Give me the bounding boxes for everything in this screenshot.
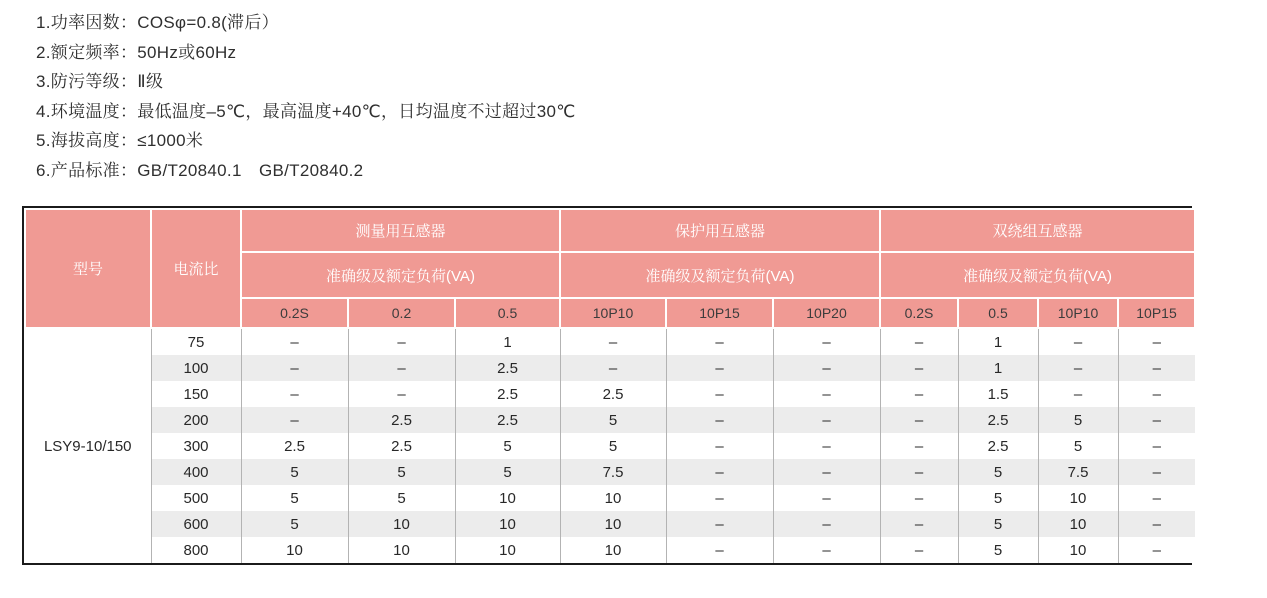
value-cell: – [880,407,958,433]
table-row [25,485,1195,511]
value-cell: – [666,459,773,485]
value-cell: 5 [560,407,666,433]
value-cell: – [666,485,773,511]
value-cell: 2.5 [348,407,455,433]
spec-item-pollution-class: 3.防污等级：Ⅱ级 [36,72,164,92]
value-cell: – [348,355,455,381]
value-cell: – [666,511,773,537]
value-cell: 5 [348,459,455,485]
value-cell: 10 [241,537,348,563]
accuracy-class-header: 0.5 [958,298,1038,328]
value-cell: – [666,328,773,355]
value-cell: – [880,511,958,537]
value-cell: – [1118,433,1195,459]
table-row [25,459,1195,485]
group-header-1: 保护用互感器 [560,209,880,252]
value-cell: 5 [241,459,348,485]
value-cell: 10 [560,485,666,511]
value-cell: – [241,407,348,433]
spec-item-rated-frequency: 2.额定频率：50Hz或60Hz [36,42,237,62]
value-cell: – [880,328,958,355]
value-cell: 10 [1038,511,1118,537]
current-ratio-cell: 150 [151,381,241,407]
value-cell: 2.5 [348,433,455,459]
col-header-model: 型号 [25,209,151,328]
value-cell: 10 [560,537,666,563]
value-cell: – [348,328,455,355]
value-cell: – [241,381,348,407]
group-header-2: 双绕组互感器 [880,209,1195,252]
value-cell: 1 [958,355,1038,381]
value-cell: – [880,355,958,381]
value-cell: – [1118,459,1195,485]
value-cell: – [880,381,958,407]
value-cell: 5 [958,537,1038,563]
value-cell: 10 [1038,537,1118,563]
value-cell: – [560,328,666,355]
value-cell: 10 [348,511,455,537]
value-cell: – [666,355,773,381]
accuracy-class-header: 10P10 [560,298,666,328]
value-cell: 5 [455,433,560,459]
value-cell: – [773,433,880,459]
current-ratio-cell: 600 [151,511,241,537]
value-cell: 2.5 [455,407,560,433]
value-cell: 10 [455,485,560,511]
value-cell: 10 [560,511,666,537]
value-cell: – [1118,485,1195,511]
col-header-current-ratio: 电流比 [151,209,241,328]
value-cell: 5 [958,459,1038,485]
value-cell: 10 [348,537,455,563]
value-cell: 2.5 [241,433,348,459]
value-cell: 2.5 [560,381,666,407]
table-row [25,328,1195,355]
current-ratio-cell: 100 [151,355,241,381]
value-cell: – [1038,328,1118,355]
spec-list [36,8,576,186]
spec-item-power-factor: 1.功率因数：COSφ=0.8(滞后） [36,13,279,32]
value-cell: – [773,511,880,537]
current-ratio-cell: 200 [151,407,241,433]
ratings-table-wrap [22,206,1192,565]
accuracy-class-header: 10P15 [666,298,773,328]
value-cell: 7.5 [560,459,666,485]
group-subheader-2: 准确级及额定负荷(VA) [880,252,1195,298]
group-subheader-1: 准确级及额定负荷(VA) [560,252,880,298]
value-cell: – [560,355,666,381]
value-cell: – [880,485,958,511]
current-ratio-cell: 300 [151,433,241,459]
table-body [25,328,1195,563]
value-cell: 5 [560,433,666,459]
model-cell: LSY9-10/150 [25,328,151,563]
group-subheader-0: 准确级及额定负荷(VA) [241,252,560,298]
spec-item-altitude: 5.海拔高度：≤1000米 [36,131,204,151]
table-row [25,511,1195,537]
value-cell: – [773,485,880,511]
value-cell: – [666,433,773,459]
current-ratio-cell: 500 [151,485,241,511]
value-cell: – [241,355,348,381]
value-cell: 10 [1038,485,1118,511]
value-cell: 1 [958,328,1038,355]
spec-item-ambient-temperature: 4.环境温度：最低温度–5℃，最高温度+40℃，日均温度不过超过30℃ [36,101,576,121]
value-cell: – [1038,381,1118,407]
value-cell: – [666,407,773,433]
value-cell: – [1038,355,1118,381]
value-cell: – [773,381,880,407]
table-row [25,537,1195,563]
value-cell: 1.5 [958,381,1038,407]
table-row [25,433,1195,459]
value-cell: – [1118,328,1195,355]
value-cell: 10 [455,537,560,563]
value-cell: – [1118,511,1195,537]
current-ratio-cell: 800 [151,537,241,563]
value-cell: 5 [241,485,348,511]
value-cell: 5 [348,485,455,511]
value-cell: – [1118,407,1195,433]
accuracy-class-header: 10P10 [1038,298,1118,328]
accuracy-class-header: 10P20 [773,298,880,328]
value-cell: – [773,459,880,485]
accuracy-class-header: 0.2S [880,298,958,328]
group-header-0: 测量用互感器 [241,209,560,252]
value-cell: 5 [958,511,1038,537]
value-cell: 7.5 [1038,459,1118,485]
table-row [25,381,1195,407]
accuracy-class-header: 10P15 [1118,298,1195,328]
value-cell: – [880,537,958,563]
value-cell: – [348,381,455,407]
value-cell: 1 [455,328,560,355]
value-cell: 5 [241,511,348,537]
table-row [25,355,1195,381]
value-cell: 5 [1038,433,1118,459]
value-cell: – [773,328,880,355]
current-ratio-cell: 400 [151,459,241,485]
value-cell: – [773,537,880,563]
value-cell: 5 [1038,407,1118,433]
value-cell: – [666,381,773,407]
value-cell: – [880,433,958,459]
value-cell: – [1118,537,1195,563]
table-header [25,209,1195,328]
value-cell: 2.5 [455,381,560,407]
value-cell: 2.5 [455,355,560,381]
value-cell: – [1118,381,1195,407]
value-cell: – [1118,355,1195,381]
value-cell: – [666,537,773,563]
accuracy-class-header: 0.2 [348,298,455,328]
ratings-table [24,208,1196,563]
value-cell: – [773,407,880,433]
value-cell: 5 [958,485,1038,511]
value-cell: 2.5 [958,433,1038,459]
value-cell: 2.5 [958,407,1038,433]
value-cell: – [773,355,880,381]
current-ratio-cell: 75 [151,328,241,355]
accuracy-class-header: 0.5 [455,298,560,328]
accuracy-class-header: 0.2S [241,298,348,328]
value-cell: 5 [455,459,560,485]
value-cell: 10 [455,511,560,537]
value-cell: – [880,459,958,485]
spec-item-product-standard: 6.产品标准：GB/T20840.1 GB/T20840.2 [36,160,364,180]
value-cell: – [241,328,348,355]
table-row [25,407,1195,433]
